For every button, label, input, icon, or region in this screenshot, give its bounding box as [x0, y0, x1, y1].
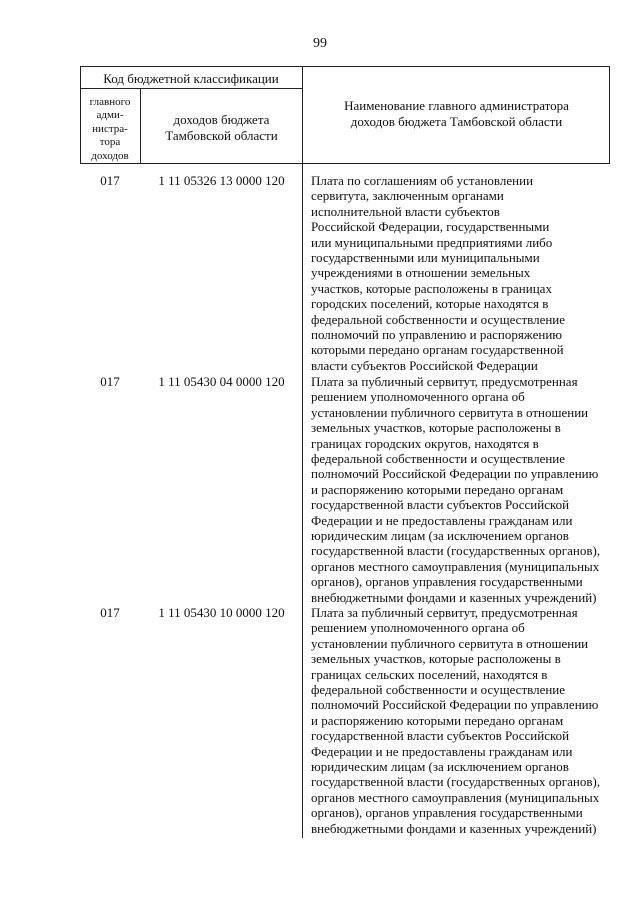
table-row-2-code: 1 11 05430 04 0000 120	[158, 374, 285, 389]
table-row-2-admin: 017	[100, 374, 120, 389]
header-code-group: Код бюджетной классификации	[103, 71, 279, 86]
header-income: доходов бюджета Тамбовской области	[165, 112, 278, 143]
header-divider	[80, 88, 302, 89]
table-row-3-description: Плата за публичный сервитут, предусмотренная решением уполномоченного органа об установлении публичного сервитута в отношении земельных участков, которые расположены в границах сельских поселений, находятся в федеральной собственности и осуществление полномочий Российской Федерации по управлению и распоряжению которыми передано органам государственной власти субъектов Российской Федерации и не предоставлены гражданам или юридическим лицам (за исключением органов государственной власти (государственных органов), органов местного самоуправления (муниципальных органов), органов управления государственными внебюджетными фондами и казенных учреждений)	[311, 605, 601, 836]
table-row-1-description: Плата по соглашениям об установлении сервитута, заключенным органами исполнительной власти субъектов Российской Федерации, государственными или муниципальными предприятиями либо государственными или муниципальными учреждениями в отношении земельных участков, которые расположены в границах городских поселений, которые находятся в федеральной собственности и осуществление полномочий по управлению и распоряжению которыми передано органам государственной власти субъектов Российской Федерации	[311, 173, 566, 373]
table-col-divider	[302, 66, 303, 838]
table-row-3-admin: 017	[100, 605, 120, 620]
table-row-3-code: 1 11 05430 10 0000 120	[158, 605, 285, 620]
header-name: Наименование главного администратора доходов бюджета Тамбовской области	[344, 98, 569, 129]
page-number: 99	[313, 36, 327, 51]
table-row-1-admin: 017	[100, 173, 120, 188]
table-row-2-description: Плата за публичный сервитут, предусмотренная решением уполномоченного органа об установлении публичного сервитута в отношении земельных участков, которые расположены в границах городских округов, находятся в федеральной собственности и осуществление полномочий Российской Федерации по управлению и распоряжению которыми передано органам государственной власти субъектов Российской Федерации и не предоставлены гражданам или юридическим лицам (за исключением органов государственной власти (государственных органов), органов местного самоуправления (муниципальных органов), органов управления государственными внебюджетными фондами и казенных учреждений)	[311, 374, 601, 605]
header-bottom-line	[80, 163, 610, 164]
table-row-1-code: 1 11 05326 13 0000 120	[158, 173, 285, 188]
header-admin: главного адми- нистра- тора доходов	[89, 96, 131, 162]
